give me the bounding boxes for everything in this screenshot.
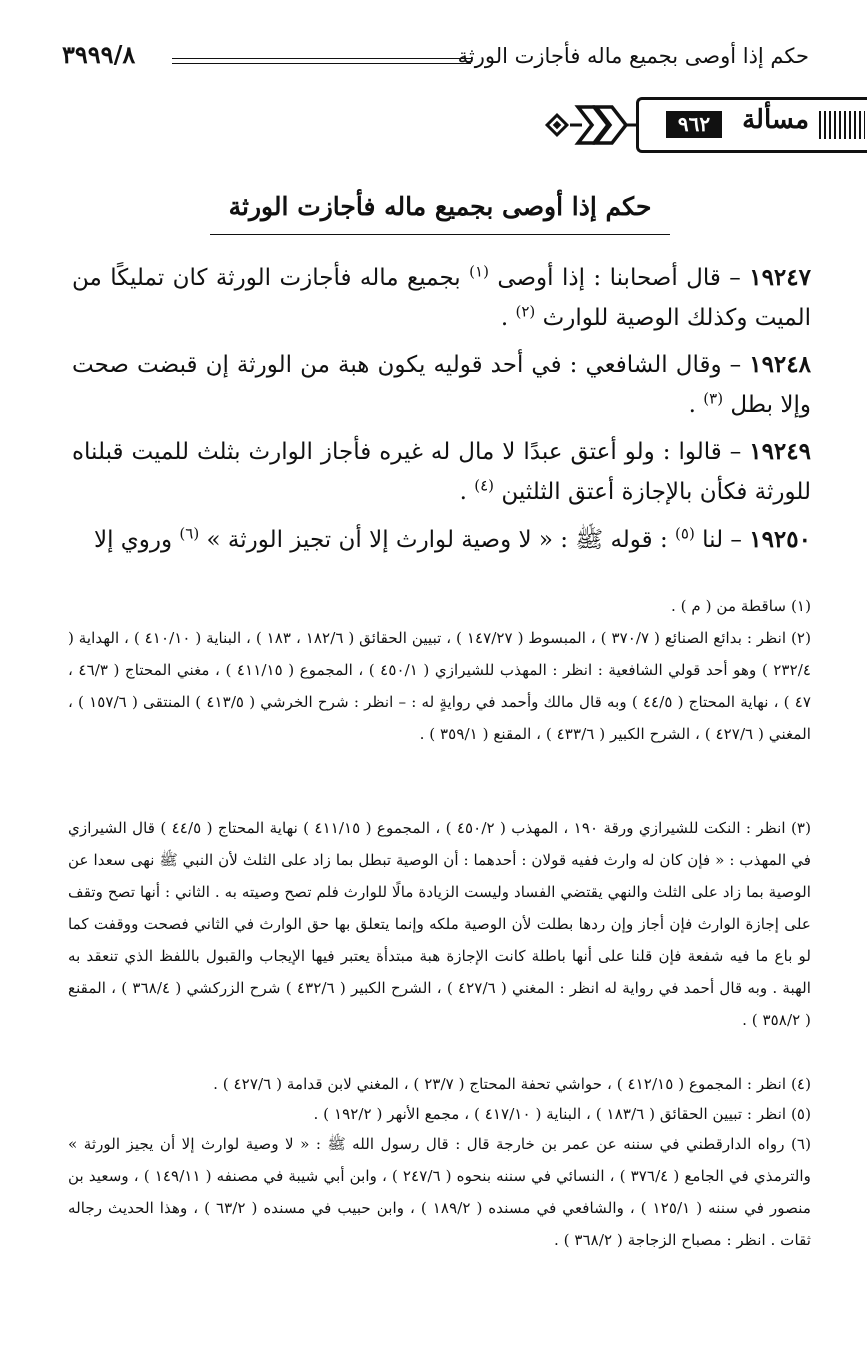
paragraph-number: ١٩٢٥٠ bbox=[749, 526, 811, 553]
banner-stripes-ornament bbox=[819, 111, 865, 139]
paragraph-19250: ١٩٢٥٠ – لنا $^{(٥)}$ : قوله ﷺ : « لا وصية لوارث إلا أن تجيز الورثة » $^{(٦)}$ وروي إلا bbox=[93, 524, 811, 553]
paragraph-19247: ١٩٢٤٧ – قال أصحابنا : إذا أوصى $^{(١)}$ بجميع ماله فأجازت الورثة كان تمليكًا من الميت وكذلك الوصية للوارث $^{(٢)}$ . bbox=[72, 262, 811, 331]
issue-label: مسألة bbox=[742, 105, 809, 135]
footnote-ref: (٣) bbox=[703, 389, 724, 408]
paragraph-19248: ١٩٢٤٨ – وقال الشافعي : في أحد قوليه يكون هبة من الورثة إن قبضت صحت وإلا بطل $^{(٣)}$ . bbox=[72, 351, 811, 418]
issue-number: ٩٦٢ bbox=[666, 111, 722, 138]
running-header-page-code: ٣٩٩٩/٨ bbox=[62, 40, 136, 69]
paragraph-19249: ١٩٢٤٩ – قالوا : ولو أعتق عبدًا لا مال له غيره فأجاز الوارث بثلث للميت قبلناه للورثة فكأن بالإجازة أعتق الثلثين $^{(٤)}$ . bbox=[72, 438, 811, 505]
footnote-6: (٦) رواه الدارقطني في سننه عن عمر بن خارجة قال : قال رسول الله ﷺ : « لا وصية لوارث إلا أن يجيز الورثة » والترمذي في الجامع ( ٣٧٦/٤ ) ، النسائي في سننه بنحوه ( ٢٤٧/٦ ) ، وابن أبي شيبة في مصنفه ( ١٤٩/١١ ) ، وسعيد بن منصور في سننه ( ١٢٥/١ ) ، والشافعي في مسنده ( ١٨٩/٢ ) ، وابن حبيب في مسنده ( ٦٣/٢ ) ، وهذا الحديث رجاله ثقات . انظر : مصباح الزجاجة ( ٣٦٨/٢ ) . bbox=[68, 1135, 811, 1249]
issue-banner bbox=[538, 97, 867, 153]
footnote-3: (٣) انظر : النكت للشيرازي ورقة ١٩٠ ، المهذب ( ٤٥٠/٢ ) ، المجموع ( ٤١١/١٥ ) نهاية المحتاج ( ٤٤/٥ ) قال الشيرازي في المهذب : « فإن كان له وارث ففيه قولان : أحدهما : أن الوصية تبطل بما زاد على الثلث لأن النبي ﷺ نهى سعدا عن الوصية بما زاد على الثلث والنهي يقتضي الفساد وليست الزيادة مالًا للوارث فلم تصح وصيته به . الثاني : أنها تصح وتقف على إجازة الوارث فإن أجاز وإن ردها بطلت لأن الوصية ملكه وإنما يتعلق بها حق الوارث في الثاني فصحت ووقفت كما لو باع ما فيه شفعة فإن قلنا على أنها باطلة كانت الإجازة هبة مبتدأة يعتبر فيها الإيجاب والقبول باللفظ الذي تنعقد به الهبة . وبه قال أحمد في رواية له انظر : المغني ( ٤٢٧/٦ ) ، الشرح الكبير ( ٤٣٢/٦ ) شرح الزركشي ( ٣٦٨/٤ ) ، المقنع ( ٣٥٨/٢ ) . bbox=[68, 819, 811, 1029]
running-header bbox=[62, 38, 809, 78]
footnote-ref: (٢) bbox=[515, 302, 536, 321]
footnote-2: (٢) انظر : بدائع الصنائع ( ٣٧٠/٧ ) ، المبسوط ( ١٤٧/٢٧ ) ، تبيين الحقائق ( ١٨٢/٦ ، ١٨٣ ) ، البناية ( ٤١٠/١٠ ) ، الهداية ( ٢٣٢/٤ ) وهو أحد قولي الشافعية : انظر : المهذب للشيرازي ( ٤٥٠/١ ) ، المجموع ( ٤١١/١٥ ) ، مغني المحتاج ( ٤٦/٣ ، ٤٧ ) ، نهاية المحتاج ( ٤٤/٥ ) وبه قال مالك وأحمد في روايةٍ له : – انظر : شرح الخرشي ( ٤١٣/٥ ) المنتقى ( ١٥٧/٦ ) ، المغني ( ٤٢٧/٦ ) ، الشرح الكبير ( ٤٣٣/٦ ) ، المقنع ( ٣٥٩/١ ) . bbox=[68, 629, 812, 743]
running-header-rule bbox=[172, 58, 471, 64]
footnote-ref: (٦) bbox=[179, 524, 200, 543]
running-header-title: حكم إذا أوصى بجميع ماله فأجازت الورثة bbox=[457, 44, 809, 68]
footnote-5: (٥) انظر : تبيين الحقائق ( ١٨٣/٦ ) ، البناية ( ٤١٧/١٠ ) ، مجمع الأنهر ( ١٩٢/٢ ) . bbox=[313, 1105, 811, 1123]
paragraph-number: ١٩٢٤٧ bbox=[749, 264, 811, 291]
paragraph-number: ١٩٢٤٨ bbox=[749, 351, 811, 378]
issue-title: حكم إذا أوصى بجميع ماله فأجازت الورثة bbox=[228, 192, 652, 221]
footnote-ref: (١) bbox=[469, 262, 489, 281]
footnote-1: (١) ساقطة من ( م ) . bbox=[671, 597, 811, 615]
title-underline bbox=[210, 234, 670, 235]
paragraph-number: ١٩٢٤٩ bbox=[749, 438, 811, 465]
knot-ornament-icon bbox=[538, 97, 638, 153]
footnote-4: (٤) انظر : المجموع ( ٤١٢/١٥ ) ، حواشي تحفة المحتاج ( ٢٣/٧ ) ، المغني لابن قدامة ( ٤٢٧/٦ ) . bbox=[213, 1075, 811, 1093]
footnote-ref: (٤) bbox=[474, 476, 495, 495]
footnote-ref: (٥) bbox=[675, 524, 695, 543]
